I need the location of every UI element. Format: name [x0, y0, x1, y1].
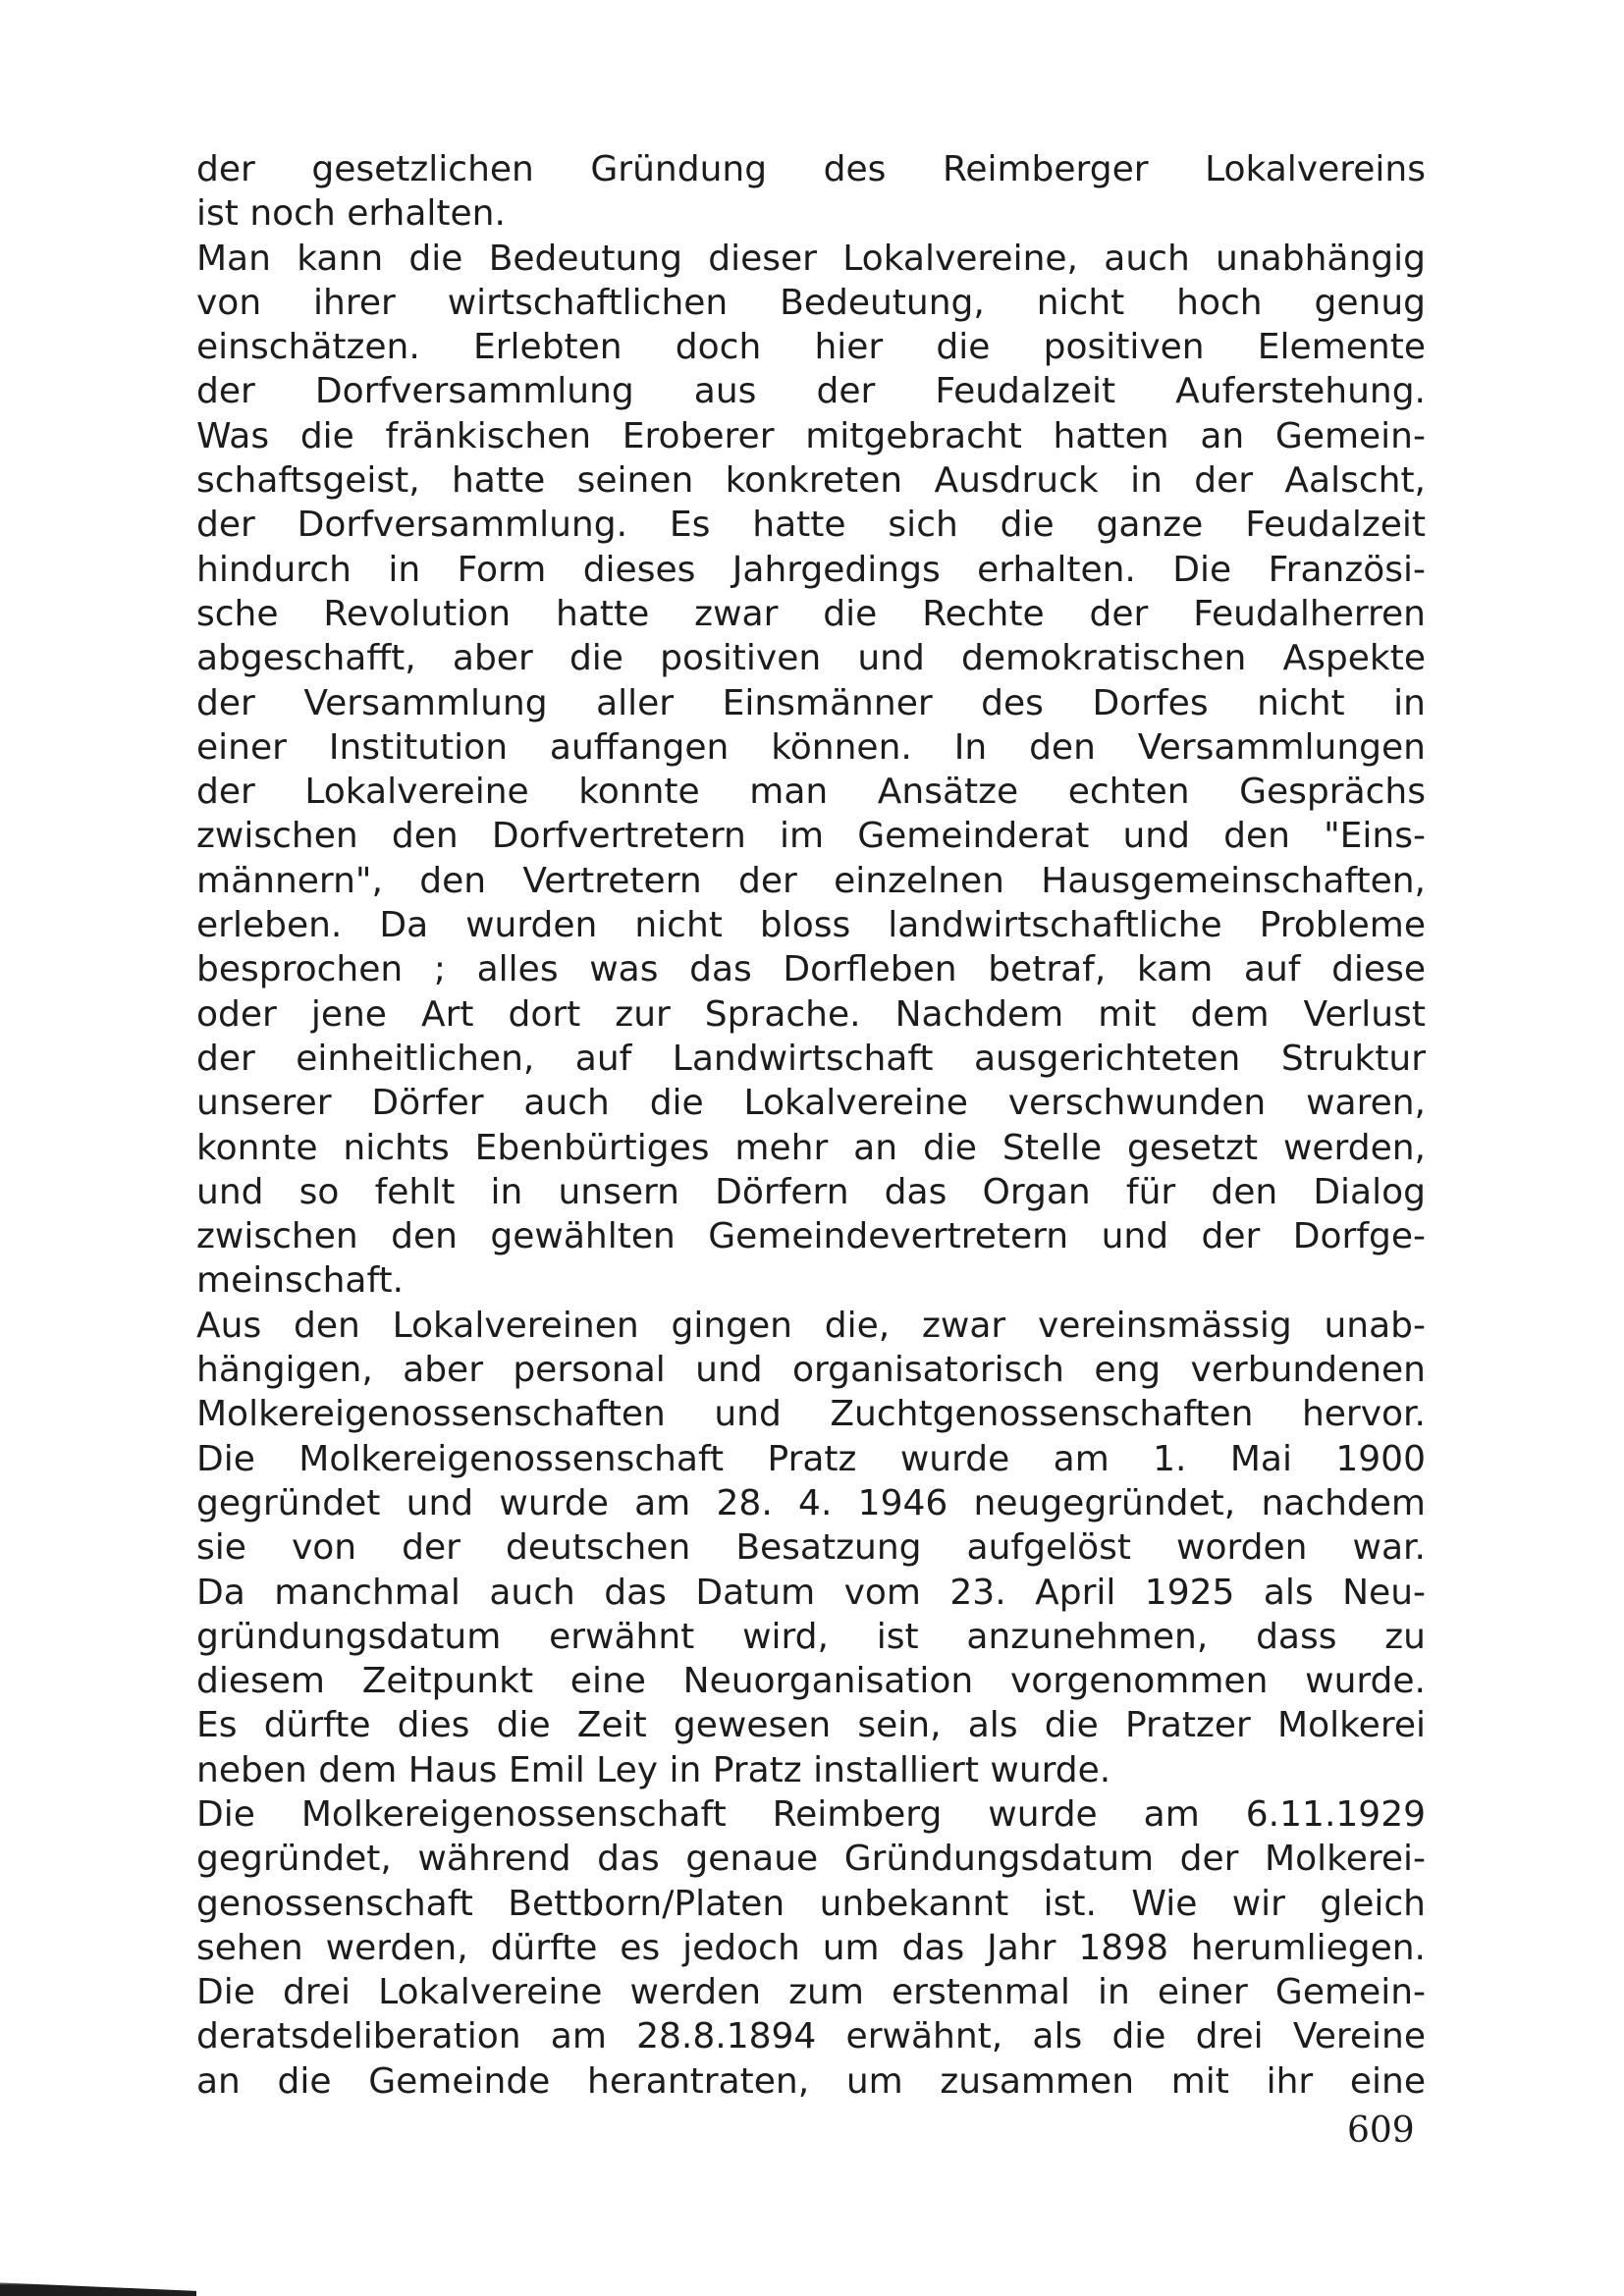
text-line: einer Institution auffangen können. In den Versammlungen — [196, 726, 1426, 768]
text-line: Es dürfte dies die Zeit gewesen sein, als die Pratzer Molkerei — [196, 1705, 1426, 1746]
text-line: Man kann die Bedeutung dieser Lokalvereine, auch unabhängig — [196, 238, 1426, 279]
text-line: Was die fränkischen Eroberer mitgebracht hatten an Gemein- — [196, 415, 1426, 456]
page-number: 609 — [1347, 2110, 1415, 2151]
text-line: gegründet und wurde am 28. 4. 1946 neugegründet, nachdem — [196, 1482, 1426, 1523]
text-line: Da manchmal auch das Datum vom 23. April 1925 als Neu- — [196, 1572, 1426, 1613]
text-line: der gesetzlichen Gründung des Reimberger Lokalvereins — [196, 149, 1426, 189]
text-line: zwischen den gewählten Gemeindevertretern und der Dorfge- — [196, 1216, 1426, 1257]
text-line: der Dorfversammlung. Es hatte sich die ganze Feudalzeit — [196, 505, 1426, 546]
text-line: ist noch erhalten. — [196, 193, 506, 235]
text-line: genossenschaft Bettborn/Platen unbekannt ist. Wie wir gleich — [196, 1883, 1426, 1924]
text-line: männern", den Vertretern der einzelnen Hausgemeinschaften, — [196, 860, 1426, 901]
text-line: Aus den Lokalvereinen gingen die, zwar vereinsmässig unab- — [196, 1305, 1426, 1346]
text-line: der einheitlichen, auf Landwirtschaft ausgerichteten Struktur — [196, 1038, 1426, 1079]
text-line: sche Revolution hatte zwar die Rechte der Feudalherren — [196, 593, 1426, 634]
text-line: diesem Zeitpunkt eine Neuorganisation vorgenommen wurde. — [196, 1661, 1426, 1702]
text-line: deratsdeliberation am 28.8.1894 erwähnt, als die drei Vereine — [196, 2016, 1426, 2057]
text-line: besprochen ; alles was das Dorfleben betraf, kam auf diese — [196, 949, 1426, 990]
text-line: und so fehlt in unsern Dörfern das Organ für den Dialog — [196, 1171, 1426, 1212]
text-line: der Versammlung aller Einsmänner des Dorfes nicht in — [196, 682, 1426, 723]
text-line: zwischen den Dorfvertretern im Gemeinderat und den "Eins- — [196, 816, 1426, 857]
text-line: hängigen, aber personal und organisatorisch eng verbundenen — [196, 1350, 1426, 1391]
text-line: schaftsgeist, hatte seinen konkreten Ausdruck in der Aalscht, — [196, 460, 1426, 502]
text-line: der Dorfversammlung aus der Feudalzeit Auferstehung. — [196, 371, 1426, 412]
text-line: abgeschafft, aber die positiven und demokratischen Aspekte — [196, 638, 1426, 679]
text-line: Die drei Lokalvereine werden zum erstenmal in einer Gemein- — [196, 1972, 1426, 2013]
text-line: von ihrer wirtschaftlichen Bedeutung, nicht hoch genug — [196, 282, 1426, 323]
scan-edge-mark — [0, 2279, 196, 2296]
text-line: sehen werden, dürfte es jedoch um das Jahr 1898 herumliegen. — [196, 1927, 1426, 1968]
text-line: Die Molkereigenossenschaft Reimberg wurde am 6.11.1929 — [196, 1793, 1426, 1835]
body-text — [196, 147, 1426, 2104]
text-line: gegründet, während das genaue Gründungsdatum der Molkerei- — [196, 1839, 1426, 1880]
text-line: hindurch in Form dieses Jahrgedings erhalten. Die Französi- — [196, 549, 1426, 590]
text-line: einschätzen. Erlebten doch hier die positiven Elemente — [196, 327, 1426, 368]
text-line: Molkereigenossenschaften und Zuchtgenossenschaften hervor. — [196, 1394, 1426, 1435]
text-line: sie von der deutschen Besatzung aufgelöst worden war. — [196, 1527, 1426, 1569]
text-line: Die Molkereigenossenschaft Pratz wurde am 1. Mai 1900 — [196, 1438, 1426, 1479]
text-line: gründungsdatum erwähnt wird, ist anzunehmen, dass zu — [196, 1616, 1426, 1657]
text-line: unserer Dörfer auch die Lokalvereine verschwunden waren, — [196, 1083, 1426, 1124]
text-line: oder jene Art dort zur Sprache. Nachdem mit dem Verlust — [196, 993, 1426, 1035]
text-line: konnte nichts Ebenbürtiges mehr an die Stelle gesetzt werden, — [196, 1127, 1426, 1168]
text-line: neben dem Haus Emil Ley in Pratz installiert wurde. — [196, 1749, 1111, 1790]
text-line: erleben. Da wurden nicht bloss landwirtschaftliche Probleme — [196, 905, 1426, 946]
text-line: meinschaft. — [196, 1260, 405, 1302]
text-line: der Lokalvereine konnte man Ansätze echten Gesprächs — [196, 772, 1426, 813]
text-line: an die Gemeinde herantraten, um zusammen mit ihr eine — [196, 2060, 1426, 2102]
